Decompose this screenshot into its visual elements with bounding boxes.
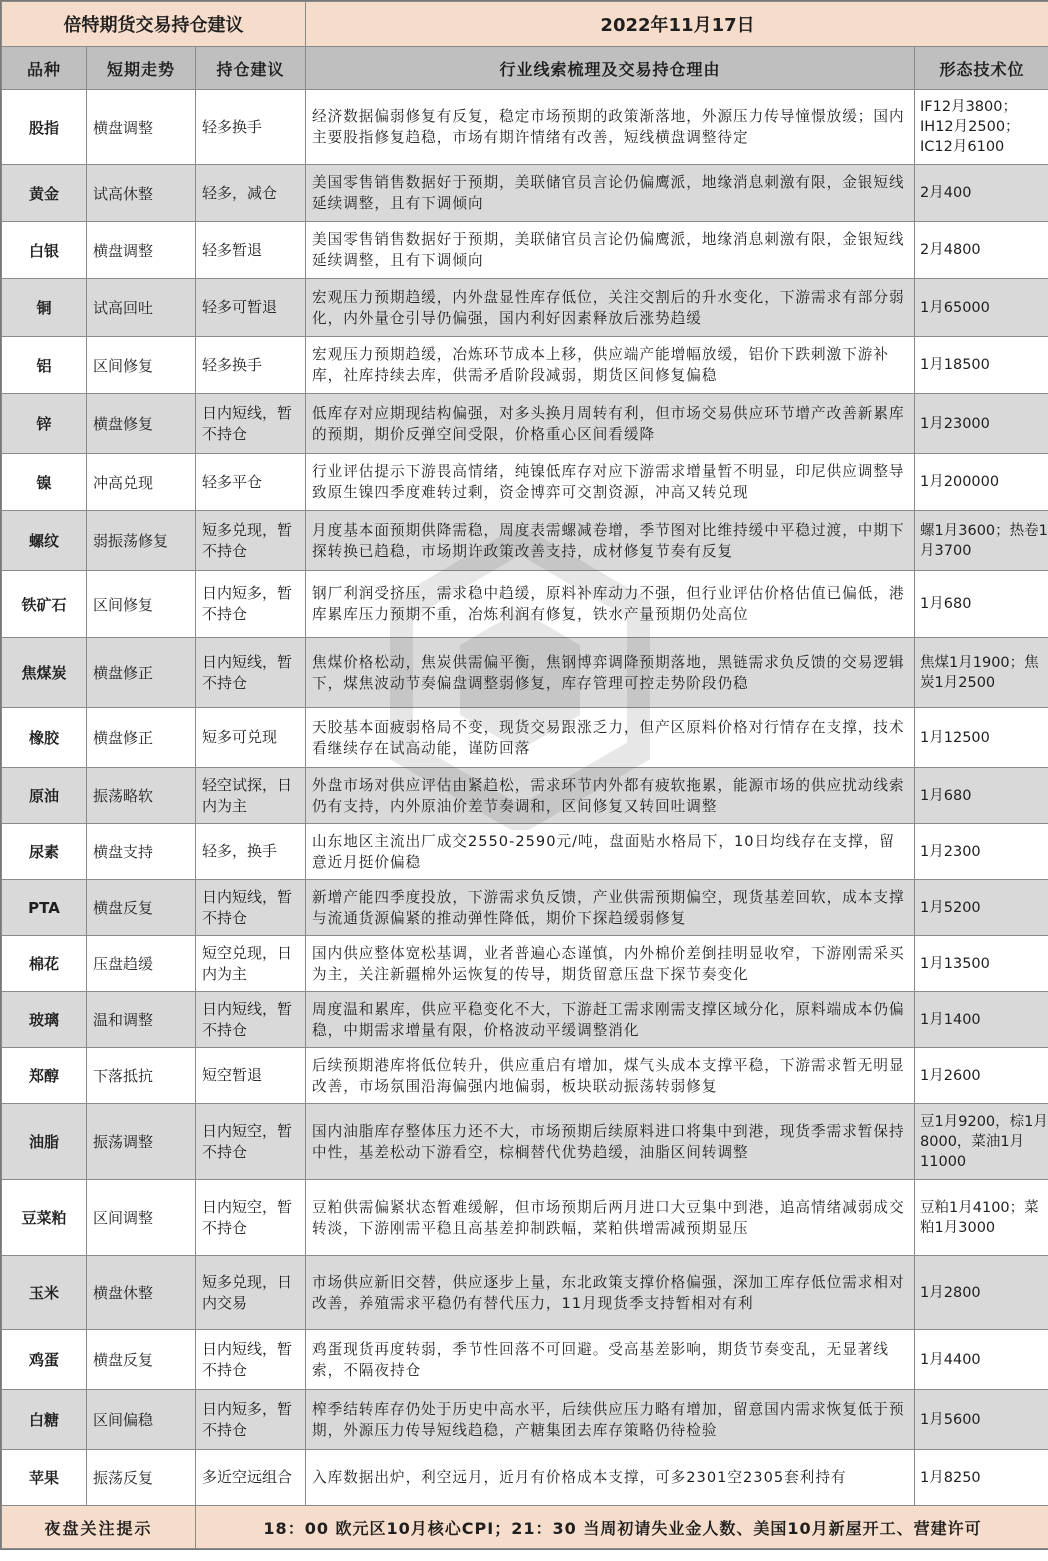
table-row	[2, 222, 1048, 279]
technical-level: 1月680	[915, 768, 1048, 824]
table-row	[2, 768, 1048, 824]
trade-reason: 新增产能四季度投放，下游需求负反馈，产业供需预期偏空，现货基差回软，成本支撑与流通货源偏紧的推动弹性降低，期价下探趋缓弱修复	[306, 880, 915, 936]
position-advice: 轻多平仓	[196, 454, 306, 511]
position-advice: 日内短线，暂不持仓	[196, 394, 306, 454]
short-term-trend: 区间修复	[87, 571, 196, 638]
position-advice: 短多兑现，日内交易	[196, 1256, 306, 1330]
technical-level: IF12月3800；IH12月2500；IC12月6100	[915, 90, 1048, 165]
position-advice: 轻空试探，日内为主	[196, 768, 306, 824]
short-term-trend: 区间偏稳	[87, 1390, 196, 1450]
table-row	[2, 638, 1048, 708]
commodity-name: 郑醇	[2, 1048, 87, 1104]
table-row	[2, 1104, 1048, 1180]
table-row	[2, 279, 1048, 337]
trade-reason: 美国零售销售数据好于预期，美联储官员言论仍偏鹰派，地缘消息刺激有限，金银短线延续调整，且有下调倾向	[306, 165, 915, 222]
commodity-name: 黄金	[2, 165, 87, 222]
position-advice: 短多兑现，暂不持仓	[196, 511, 306, 571]
commodity-name: 油脂	[2, 1104, 87, 1180]
short-term-trend: 弱振荡修复	[87, 511, 196, 571]
position-advice: 轻多暂退	[196, 222, 306, 279]
header-name: 品种	[2, 47, 87, 90]
technical-level: 1月23000	[915, 394, 1048, 454]
technical-level: 1月13500	[915, 936, 1048, 992]
table-row	[2, 1180, 1048, 1256]
technical-level: 1月4400	[915, 1330, 1048, 1390]
commodity-name: 豆菜粕	[2, 1180, 87, 1256]
trade-reason: 外盘市场对供应评估由紧趋松，需求环节内外都有疲软拖累，能源市场的供应扰动线索仍有支持，内外原油价差节奏调和，区间修复又转回吐调整	[306, 768, 915, 824]
header-reason: 行业线索梳理及交易持仓理由	[306, 47, 915, 90]
position-advice: 日内短线，暂不持仓	[196, 880, 306, 936]
header-advice: 持仓建议	[196, 47, 306, 90]
table-row	[2, 708, 1048, 768]
short-term-trend: 振荡略软	[87, 768, 196, 824]
position-advice: 多近空远组合	[196, 1450, 306, 1506]
short-term-trend: 区间修复	[87, 337, 196, 394]
position-advice: 日内短空，暂不持仓	[196, 1104, 306, 1180]
short-term-trend: 试高回吐	[87, 279, 196, 337]
commodity-name: 鸡蛋	[2, 1330, 87, 1390]
short-term-trend: 试高休整	[87, 165, 196, 222]
table-row	[2, 394, 1048, 454]
short-term-trend: 区间调整	[87, 1180, 196, 1256]
short-term-trend: 下落抵抗	[87, 1048, 196, 1104]
commodity-name: 股指	[2, 90, 87, 165]
trade-reason: 天胶基本面疲弱格局不变，现货交易跟涨乏力，但产区原料价格对行情存在支撑，技术看继续存在试高动能，谨防回落	[306, 708, 915, 768]
commodity-name: 白糖	[2, 1390, 87, 1450]
technical-level: 豆1月9200，棕1月8000，菜油1月11000	[915, 1104, 1048, 1180]
trade-reason: 宏观压力预期趋缓，内外盘显性库存低位，关注交割后的升水变化，下游需求有部分弱化，内外量仓引导仍偏强，国内利好因素释放后涨势趋缓	[306, 279, 915, 337]
trade-reason: 焦煤价格松动，焦炭供需偏平衡，焦钢博弈调降预期落地，黑链需求负反馈的交易逻辑下，煤焦波动节奏偏盘调整弱修复，库存管理可控走势阶段仍稳	[306, 638, 915, 708]
position-advice: 日内短线，暂不持仓	[196, 992, 306, 1048]
technical-level: 1月12500	[915, 708, 1048, 768]
commodity-name: 原油	[2, 768, 87, 824]
technical-level: 1月200000	[915, 454, 1048, 511]
trade-reason: 钢厂利润受挤压，需求稳中趋缓，原料补库动力不强，但行业评估价格估值已偏低，港库累库压力预期不重，冶炼利润有修复，铁水产量预期仍处高位	[306, 571, 915, 638]
header-trend: 短期走势	[87, 47, 196, 90]
technical-level: 1月8250	[915, 1450, 1048, 1506]
commodity-name: 尿素	[2, 824, 87, 880]
technical-level: 1月1400	[915, 992, 1048, 1048]
table-row	[2, 1256, 1048, 1330]
night-session-label: 夜盘关注提示	[2, 1506, 196, 1549]
commodity-name: 玻璃	[2, 992, 87, 1048]
short-term-trend: 横盘反复	[87, 880, 196, 936]
header-tech: 形态技术位	[915, 47, 1048, 90]
commodity-name: 焦煤炭	[2, 638, 87, 708]
trade-reason: 山东地区主流出厂成交2550-2590元/吨，盘面贴水格局下，10日均线存在支撑，留意近月挺价偏稳	[306, 824, 915, 880]
position-advice: 轻多，减仓	[196, 165, 306, 222]
short-term-trend: 振荡调整	[87, 1104, 196, 1180]
commodity-name: 铜	[2, 279, 87, 337]
table-row	[2, 1048, 1048, 1104]
commodity-name: 玉米	[2, 1256, 87, 1330]
commodity-name: 螺纹	[2, 511, 87, 571]
short-term-trend: 横盘修正	[87, 638, 196, 708]
table-row	[2, 880, 1048, 936]
technical-level: 2月4800	[915, 222, 1048, 279]
technical-level: 1月2600	[915, 1048, 1048, 1104]
table-row	[2, 511, 1048, 571]
sheet-date: 2022年11月17日	[306, 2, 1048, 47]
position-advice: 轻多换手	[196, 90, 306, 165]
trade-reason: 入库数据出炉，利空远月，近月有价格成本支撑，可多2301空2305套利持有	[306, 1450, 915, 1506]
table-row	[2, 824, 1048, 880]
trade-reason: 低库存对应期现结构偏强，对多头换月周转有利，但市场交易供应环节增产改善新累库的预期，期价反弹空间受限，价格重心区间看缓降	[306, 394, 915, 454]
commodity-name: PTA	[2, 880, 87, 936]
trade-reason: 国内供应整体宽松基调，业者普遍心态谨慎，内外棉价差倒挂明显收窄，下游刚需采买为主，关注新疆棉外运恢复的传导，期货留意压盘下探节奏变化	[306, 936, 915, 992]
position-advice: 日内短线，暂不持仓	[196, 638, 306, 708]
technical-level: 1月5600	[915, 1390, 1048, 1450]
position-advice: 日内短多，暂不持仓	[196, 571, 306, 638]
technical-level: 1月2300	[915, 824, 1048, 880]
trade-reason: 月度基本面预期供降需稳，周度表需螺减卷增，季节图对比维持缓中平稳过渡，中期下探转换已趋稳，市场期许政策改善支持，成材修复节奏有反复	[306, 511, 915, 571]
table-row	[2, 90, 1048, 165]
technical-level: 1月680	[915, 571, 1048, 638]
position-advice: 短多可兑现	[196, 708, 306, 768]
commodity-name: 苹果	[2, 1450, 87, 1506]
position-advice: 短空暂退	[196, 1048, 306, 1104]
short-term-trend: 压盘趋缓	[87, 936, 196, 992]
table-row	[2, 165, 1048, 222]
technical-level: 1月5200	[915, 880, 1048, 936]
short-term-trend: 横盘休整	[87, 1256, 196, 1330]
position-advice: 轻多换手	[196, 337, 306, 394]
trade-reason: 经济数据偏弱修复有反复，稳定市场预期的政策渐落地，外源压力传导憧憬放缓；国内主要股指修复趋稳，市场有期许情绪有改善，短线横盘调整待定	[306, 90, 915, 165]
table-row	[2, 992, 1048, 1048]
commodity-name: 橡胶	[2, 708, 87, 768]
trade-reason: 豆粕供需偏紧状态暂难缓解，但市场预期后两月进口大豆集中到港，追高情绪减弱成交转淡，下游刚需平稳且高基差抑制跌幅，菜粕供增需减预期显压	[306, 1180, 915, 1256]
short-term-trend: 横盘反复	[87, 1330, 196, 1390]
position-advice: 日内短多，暂不持仓	[196, 1390, 306, 1450]
table-row	[2, 1390, 1048, 1450]
short-term-trend: 温和调整	[87, 992, 196, 1048]
short-term-trend: 振荡反复	[87, 1450, 196, 1506]
advice-table	[1, 1, 1048, 1549]
trade-reason: 鸡蛋现货再度转弱，季节性回落不可回避。受高基差影响，期货节奏变乱，无显著线索，不隔夜持仓	[306, 1330, 915, 1390]
short-term-trend: 横盘修正	[87, 708, 196, 768]
short-term-trend: 横盘修复	[87, 394, 196, 454]
night-session-events: 18：00 欧元区10月核心CPI；21：30 当周初请失业金人数、美国10月新屋开工、营建许可	[196, 1506, 1048, 1549]
position-advice: 短空兑现，日内为主	[196, 936, 306, 992]
short-term-trend: 横盘调整	[87, 222, 196, 279]
position-advice: 日内短线，暂不持仓	[196, 1330, 306, 1390]
commodity-name: 铝	[2, 337, 87, 394]
trade-reason: 行业评估提示下游畏高情绪，纯镍低库存对应下游需求增量暂不明显，印尼供应调整导致原生镍四季度难转过剩，资金博弈可交割资源，冲高又转兑现	[306, 454, 915, 511]
trade-reason: 榨季结转库存仍处于历史中高水平，后续供应压力略有增加，留意国内需求恢复低于预期，外源压力传导短线趋稳，产糖集团去库存策略仍待检验	[306, 1390, 915, 1450]
position-advice: 轻多可暂退	[196, 279, 306, 337]
technical-level: 1月65000	[915, 279, 1048, 337]
trade-reason: 后续预期港库将低位转升，供应重启有增加，煤气头成本支撑平稳，下游需求暂无明显改善，市场氛围沿海偏强内地偏弱，板块联动振荡转弱修复	[306, 1048, 915, 1104]
commodity-name: 锌	[2, 394, 87, 454]
position-advice: 轻多，换手	[196, 824, 306, 880]
position-advice: 日内短空，暂不持仓	[196, 1180, 306, 1256]
commodity-name: 镍	[2, 454, 87, 511]
commodity-name: 铁矿石	[2, 571, 87, 638]
table-row	[2, 571, 1048, 638]
short-term-trend: 横盘支持	[87, 824, 196, 880]
technical-level: 豆粕1月4100；菜粕1月3000	[915, 1180, 1048, 1256]
technical-level: 2月400	[915, 165, 1048, 222]
trade-reason: 市场供应新旧交替，供应逐步上量，东北政策支撑价格偏强，深加工库存低位需求相对改善，养殖需求平稳仍有替代压力，11月现货季支持暂相对有利	[306, 1256, 915, 1330]
sheet-title: 倍特期货交易持仓建议	[2, 2, 306, 47]
technical-level: 1月18500	[915, 337, 1048, 394]
technical-level: 焦煤1月1900；焦炭1月2500	[915, 638, 1048, 708]
short-term-trend: 冲高兑现	[87, 454, 196, 511]
technical-level: 螺1月3600；热卷1月3700	[915, 511, 1048, 571]
table-row	[2, 1330, 1048, 1390]
trade-reason: 宏观压力预期趋缓，冶炼环节成本上移，供应端产能增幅放缓，铝价下跌刺激下游补库，社库持续去库，供需矛盾阶段减弱，期货区间修复偏稳	[306, 337, 915, 394]
table-row	[2, 936, 1048, 992]
table-row	[2, 454, 1048, 511]
trade-reason: 周度温和累库，供应平稳变化不大，下游赶工需求刚需支撑区域分化，原料端成本仍偏稳，中期需求增量有限，价格波动平缓调整消化	[306, 992, 915, 1048]
commodity-name: 棉花	[2, 936, 87, 992]
technical-level: 1月2800	[915, 1256, 1048, 1330]
commodity-name: 白银	[2, 222, 87, 279]
table-row	[2, 1450, 1048, 1506]
table-row	[2, 337, 1048, 394]
short-term-trend: 横盘调整	[87, 90, 196, 165]
trade-reason: 国内油脂库存整体压力还不大，市场预期后续原料进口将集中到港，现货季需求暂保持中性，基差松动下游看空，棕榈替代优势趋缓，油脂区间转调整	[306, 1104, 915, 1180]
trade-reason: 美国零售销售数据好于预期，美联储官员言论仍偏鹰派，地缘消息刺激有限，金银短线延续调整，且有下调倾向	[306, 222, 915, 279]
footer-row	[2, 1506, 1048, 1549]
